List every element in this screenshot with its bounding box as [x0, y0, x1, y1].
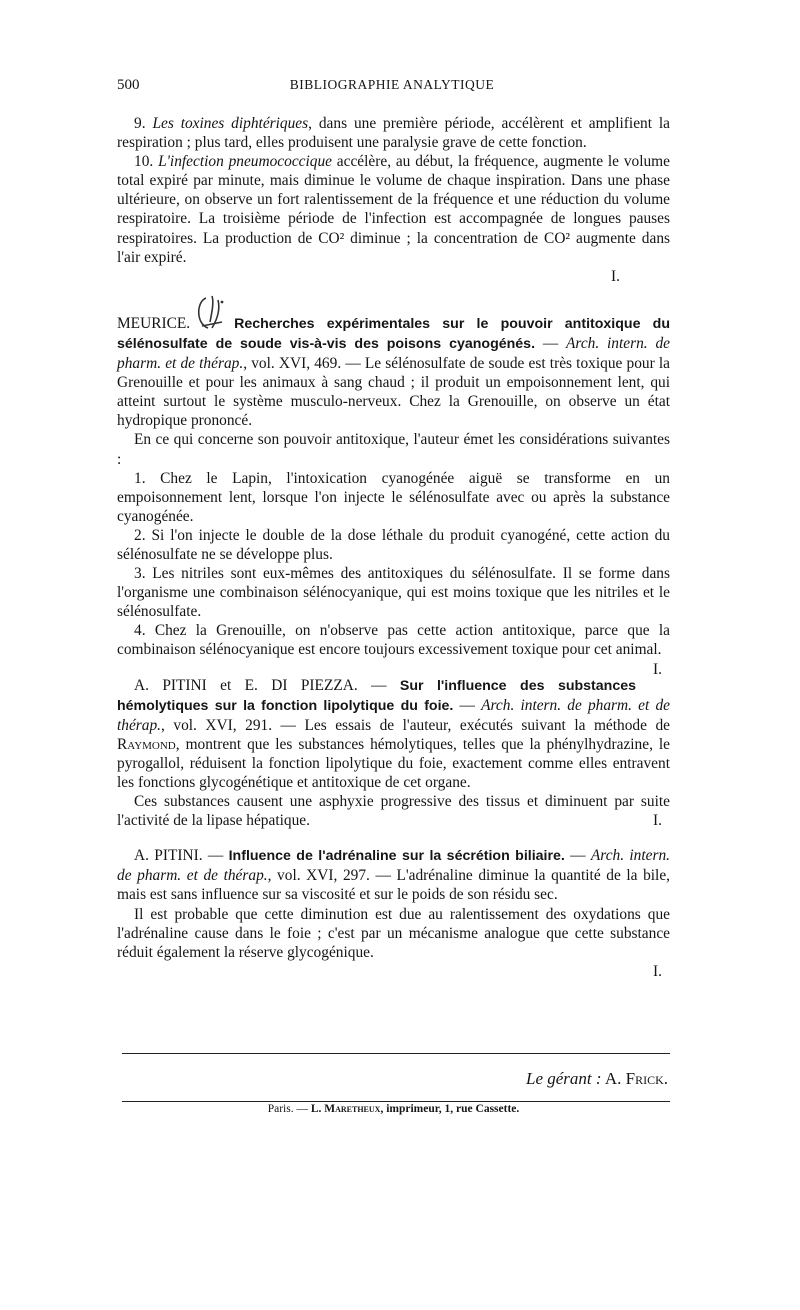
pitini-entry: [117, 846, 670, 904]
printer-city: Paris. —: [267, 1103, 311, 1115]
item-number: 10.: [134, 153, 154, 171]
paragraph-9: [117, 114, 670, 152]
journal-name: Arch. intern. de pharm. et de thérap.: [117, 847, 671, 885]
closing-block: [117, 1053, 670, 1102]
signature: I.: [653, 660, 662, 678]
signature: I.: [653, 812, 662, 830]
separator-dash: —: [535, 334, 567, 352]
numbered-item: 3. Les nitriles sont eux-mêmes des antitoxiques du sélénosulfate. Il se forme dans l'organisme une combinaison sélénocyanique, qui est moins toxique que les nitriles et le sélénosulfate.: [117, 565, 670, 621]
numbered-item: [117, 621, 670, 678]
abstract-body: Le sélénosulfate de soude est très toxique pour la Grenouille et pour les animaux à sang chaud ; il produit un empoisonnement lent, qui atteint surtout le système musculo-nerveux. Chez la Grenouille, on observe un état hydropique prononcé.: [117, 355, 670, 430]
running-title: BIBLIOGRAPHIE ANALYTIQUE: [289, 77, 495, 92]
author-name: A. PITINI.: [134, 847, 203, 865]
meurice-intro: En ce qui concerne son pouvoir antitoxique, l'auteur émet les considérations suivantes :: [117, 431, 670, 468]
printer-imprint: [117, 1103, 670, 1115]
printer-address: , imprimeur, 1, rue Cassette.: [380, 1103, 520, 1115]
divider-rule: [122, 1053, 670, 1054]
page-number: 500: [117, 77, 140, 93]
separator-dash: —: [564, 847, 591, 865]
meurice-entry-heading: [117, 288, 670, 431]
article-title: Influence de l'adrénaline sur la sécrétion biliaire.: [228, 848, 565, 865]
abstract-body: L'adrénaline diminue la quantité de la bile, mais est sans influence sur sa viscosité et sur le poids de son résidu sec.: [117, 867, 670, 904]
numbered-item-text: 4. Chez la Grenouille, on n'observe pas cette action antitoxique, parce que la combinaison sélénocyanique est encore toujours excessivement toxique pour cet animal.: [117, 622, 670, 659]
paragraph-body: accélère, au début, la fréquence, augmente le volume total expiré par minute, mais diminue le volume de chaque inspiration. Dans une phase ultérieure, on observe un fort ralentissement de la fréquence et une réduction du volume respiratoire. La troisième période de l'infection est accompagnée de longues pauses respiratoires. La production de CO² diminue ; la concentration de CO² augmente dans l'air expiré.: [117, 153, 670, 266]
journal-reference: , vol. XVI, 297. —: [267, 867, 397, 885]
abstract-paragraph: [117, 792, 670, 830]
abstract-body: Les essais de l'auteur, exécutés suivant la méthode de: [304, 716, 670, 734]
signature: I.: [653, 962, 662, 980]
author-name: MEURICE.: [117, 314, 191, 332]
numbered-item: 2. Si l'on injecte le double de la dose léthale du produit cyanogéné, cette action du sélénosulfate ne se développe plus.: [117, 526, 670, 563]
publisher-manager-line: [117, 1069, 670, 1089]
handwritten-annotation-mark: [192, 288, 232, 334]
manager-name: A. Frick.: [601, 1069, 668, 1088]
journal-reference: , vol. XVI, 469. —: [243, 355, 365, 373]
paragraph-body: , dans une première période, accélèrent et amplifient la respiration ; plus tard, elles produisent une paralysie grave de cette fonction.: [117, 115, 670, 152]
separator-dash: —: [202, 847, 229, 865]
manager-label: Le gérant :: [525, 1069, 602, 1088]
divider-rule: [122, 1101, 670, 1102]
pitini-dipiezza-entry: [117, 676, 670, 793]
abstract-paragraph: Il est probable que cette diminution est due au ralentissement des oxydations que l'adrénaline cause dans le foie ; c'est par un mécanisme analogue que cette substance réduit également la réserve glycogénique.: [117, 905, 670, 961]
journal-name: Arch. intern. de pharm. et de thérap.: [117, 334, 670, 373]
italic-title: L'infection pneumococcique: [158, 153, 332, 171]
cited-name: Raymond: [117, 735, 176, 753]
separator-dash: —: [357, 676, 400, 694]
item-number: 9.: [134, 115, 146, 132]
paragraph-10: [117, 152, 670, 267]
main-text: [117, 114, 670, 981]
signature: I.: [611, 267, 620, 285]
article-title: Recherches expérimentales sur le pouvoir antitoxique du sélénosulfate de soude vis-à-vis des poisons cyanogénés.: [117, 315, 670, 352]
article-title: Sur l'influence des substances hémolytiques sur la fonction lipolytique du foie.: [117, 677, 637, 714]
author-names: A. PITINI et E. DI PIEZZA.: [134, 676, 358, 694]
journal-reference: , vol. XVI, 291. —: [161, 716, 305, 734]
separator-dash: —: [453, 696, 482, 714]
abstract-body: Ces substances causent une asphyxie progressive des tissus et diminuent par suite l'activité de la lipase hépatique.: [117, 793, 670, 830]
journal-name: Arch. intern. de pharm. et de thérap.: [117, 696, 670, 734]
abstract-body: , montrent que les substances hémolytiques, telles que la phénylhydrazine, le pyrogallol, réduisent la fonction lipolytique du foie, exactement comme elles entravent les fonctions glycogénétique et antitoxique de cet organe.: [117, 735, 670, 791]
numbered-item: 1. Chez le Lapin, l'intoxication cyanogénée aiguë se transforme en un empoisonnement lent, lorsque l'on injecte le sélénosulfate avec ou après la substance cyanogénée.: [117, 469, 670, 525]
italic-title: Les toxines diphtériques: [152, 115, 309, 132]
page-header: [117, 77, 667, 97]
printer-name: L. Maretheux: [310, 1103, 381, 1115]
